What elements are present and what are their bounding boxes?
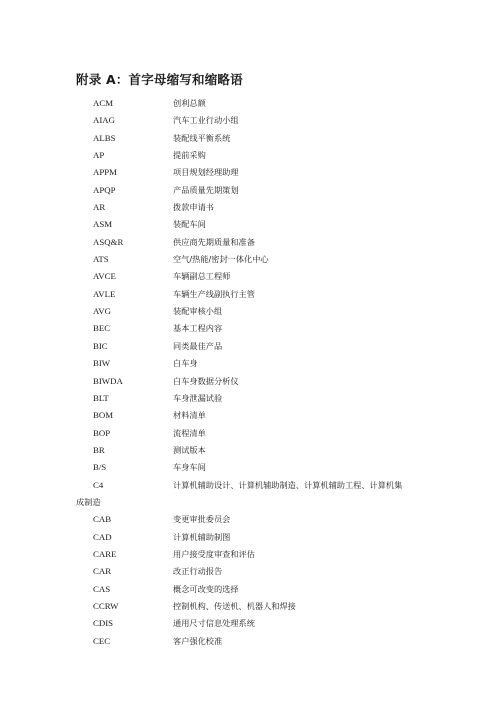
acronym-abbr: ALBS [93, 132, 116, 143]
acronym-description: 变更审批委员会 [173, 514, 231, 525]
acronym-abbr: BEC [93, 323, 111, 334]
acronym-abbr: BOM [93, 410, 114, 421]
acronym-abbr: ATS [93, 254, 109, 265]
acronym-row [0, 529, 496, 546]
acronym-row [0, 234, 496, 251]
acronym-row [0, 390, 496, 407]
acronym-description: 装配审核小组 [173, 306, 223, 317]
acronym-row [0, 199, 496, 216]
acronym-abbr: APPM [93, 167, 117, 178]
acronym-abbr: CAS [93, 583, 111, 594]
acronym-row [0, 442, 496, 459]
acronym-row [0, 615, 496, 632]
acronym-row [0, 147, 496, 164]
acronym-description: 车辆生产线副执行主管 [173, 288, 255, 299]
acronym-description: 基本工程内容 [173, 323, 223, 334]
acronym-row [0, 303, 496, 320]
acronym-abbr: BR [93, 444, 105, 455]
acronym-description-continued: 成制造 [76, 496, 101, 507]
acronym-abbr: AIAG [93, 115, 115, 126]
acronym-row [0, 581, 496, 598]
acronym-description: 白车身 [173, 358, 198, 369]
appendix-heading: 附录 A：首字母缩写和缩略语 [76, 72, 243, 87]
acronym-description: 供应商先期质量和准备 [173, 236, 255, 247]
acronym-row [0, 268, 496, 285]
acronym-description: 控制机构、传送机、机器人和焊接 [173, 600, 296, 611]
acronym-abbr: AP [93, 150, 105, 161]
acronym-description: 通用尺寸信息处理系统 [173, 618, 255, 629]
acronym-description: 用户接受度审查和评估 [173, 548, 255, 559]
acronym-row [0, 355, 496, 372]
acronym-description: 创利总额 [173, 98, 206, 108]
acronym-row [0, 216, 496, 233]
acronym-description: 车辆副总工程师 [173, 271, 231, 282]
acronym-abbr: AVLE [93, 288, 116, 299]
acronym-abbr: CAD [93, 531, 112, 542]
acronym-abbr: BIC [93, 340, 108, 351]
acronym-description: 装配线平衡系统 [173, 132, 231, 143]
acronym-abbr: APQP [93, 184, 116, 195]
acronym-description: 项目规划经理助理 [173, 167, 239, 178]
acronym-abbr: ASQ&R [93, 236, 124, 247]
acronym-row [0, 598, 496, 615]
acronym-abbr: C4 [93, 479, 104, 490]
acronym-row [0, 130, 496, 147]
acronym-row-wrapped [0, 477, 496, 512]
acronym-abbr: CCRW [93, 600, 119, 611]
acronym-abbr: BLT [93, 392, 109, 403]
acronym-row [0, 320, 496, 337]
acronym-abbr: BOP [93, 427, 111, 438]
acronym-row [0, 407, 496, 424]
acronym-row [0, 373, 496, 390]
acronym-description: 装配车间 [173, 219, 206, 230]
acronym-row [0, 425, 496, 442]
acronym-description: 客户强化校准 [173, 635, 223, 646]
acronym-abbr: B/S [93, 462, 107, 473]
acronym-description: 计算机辅助制图 [173, 531, 231, 542]
acronym-abbr: ASM [93, 219, 113, 230]
acronym-description: 汽车工业行动小组 [173, 115, 239, 126]
acronym-abbr: CAB [93, 514, 112, 525]
acronym-abbr: CEC [93, 635, 111, 646]
acronym-row [0, 338, 496, 355]
acronym-description: 提前采购 [173, 150, 206, 161]
acronym-description: 流程清单 [173, 427, 206, 438]
acronym-description: 产品质量先期策划 [173, 184, 239, 195]
acronym-row [0, 164, 496, 181]
acronym-row [0, 112, 496, 129]
acronym-row [0, 286, 496, 303]
acronym-description: 测试版本 [173, 444, 206, 455]
acronym-abbr: CDIS [93, 618, 114, 629]
acronym-abbr: CARE [93, 548, 117, 559]
acronym-row [0, 633, 496, 650]
acronym-description: 概念可改变的选择 [173, 583, 239, 594]
acronym-abbr: BIWDA [93, 375, 123, 386]
acronym-description: 改正行动报告 [173, 566, 223, 577]
acronym-row [0, 95, 496, 112]
acronym-description: 车身车间 [173, 462, 206, 473]
acronym-row [0, 511, 496, 528]
acronym-row [0, 182, 496, 199]
acronym-row [0, 459, 496, 476]
acronym-abbr: ACM [93, 98, 114, 108]
acronym-abbr: AR [93, 202, 106, 213]
acronym-row [0, 546, 496, 563]
acronym-row [0, 251, 496, 268]
acronym-list [0, 95, 496, 650]
acronym-description: 白车身数据分析仪 [173, 375, 239, 386]
acronym-description: 计算机辅助设计、计算机辅助制造、计算机辅助工程、计算机集 [173, 479, 403, 490]
acronym-description: 车身泄漏试验 [173, 392, 223, 403]
acronym-description: 拨款申请书 [173, 202, 214, 213]
acronym-row [0, 563, 496, 580]
acronym-abbr: AVG [93, 306, 111, 317]
acronym-description: 材料清单 [173, 410, 206, 421]
acronym-abbr: BIW [93, 358, 111, 369]
acronym-abbr: CAR [93, 566, 112, 577]
acronym-abbr: AVCE [93, 271, 116, 282]
acronym-description: 空气/热能/密封一体化中心 [173, 254, 269, 265]
acronym-description: 同类最佳产品 [173, 340, 223, 351]
